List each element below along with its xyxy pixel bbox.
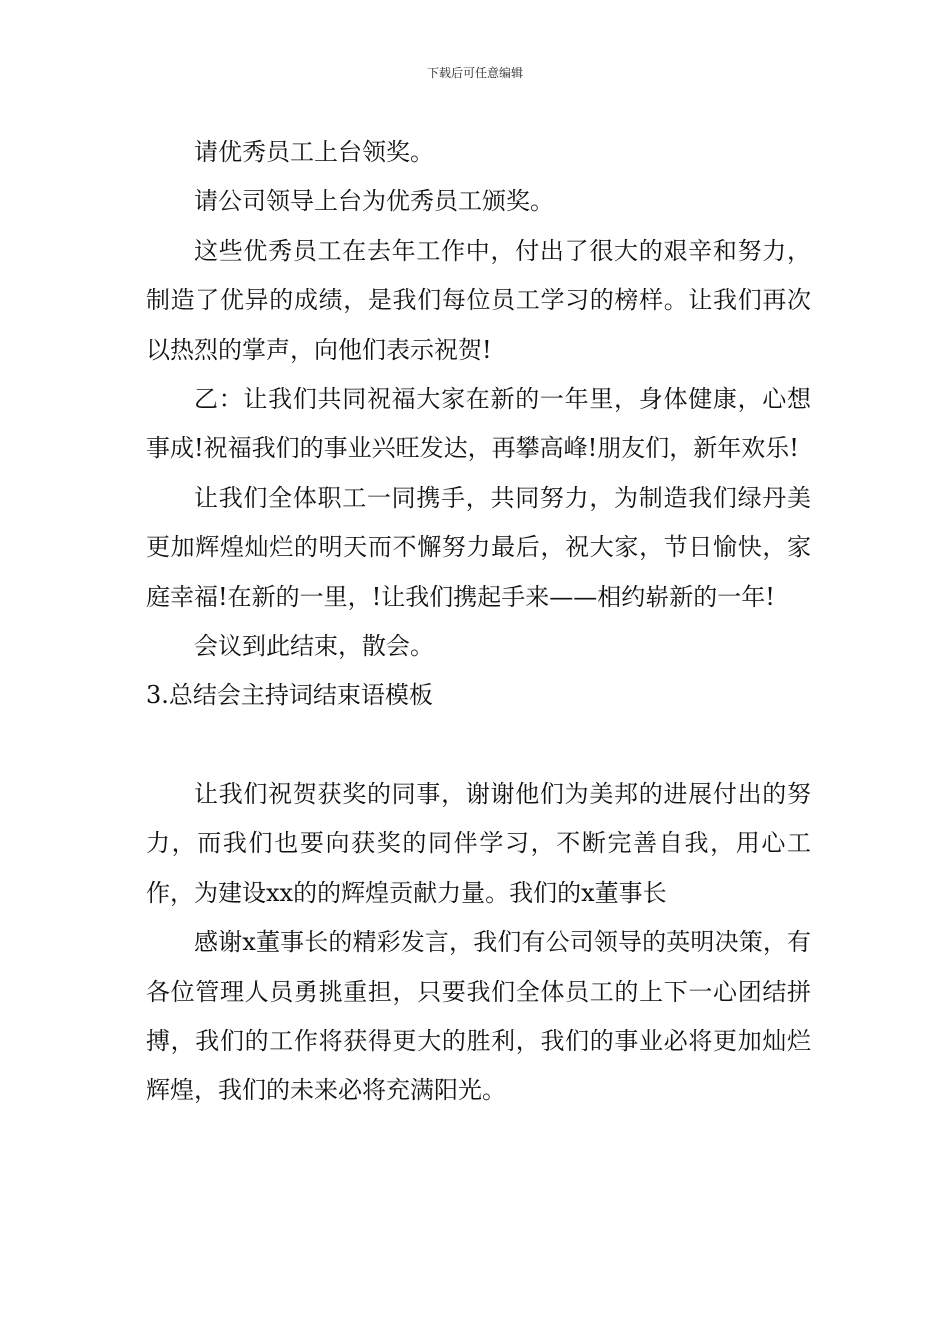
paragraph-join-hands: 让我们全体职工一同携手，共同努力，为制造我们绿丹美更加辉煌灿烂的明天而不懈努力最后，祝大家，节日愉快，家庭幸福!在新的一里，!让我们携起手来——相约崭新的一年! — [146, 483, 811, 611]
paragraph-blessing: 乙：让我们共同祝福大家在新的一年里，身体健康，心想事成!祝福我们的事业兴旺发达，再攀高峰!朋友们，新年欢乐! — [146, 385, 811, 463]
section-heading: 3.总结会主持词结束语模板 — [146, 681, 433, 710]
paragraph-meeting-end: 会议到此结束，散会。 — [194, 632, 434, 661]
document-body — [146, 128, 811, 1116]
paragraph-thanks-chairman: 感谢x董事长的精彩发言，我们有公司领导的英明决策，有各位管理人员勇挑重担，只要我们全体员工的上下一心团结拼搏，我们的工作将获得更大的胜利，我们的事业必将更加灿烂辉煌，我们的未来必将充满阳光。 — [146, 928, 811, 1105]
paragraph-award-invite: 请优秀员工上台领奖。 — [194, 138, 434, 166]
section-spacer — [146, 721, 811, 770]
paragraph-congratulate: 让我们祝贺获奖的同事，谢谢他们为美邦的进展付出的努力，而我们也要向获奖的同伴学习，不断完善自我，用心工作，为建设xx的的辉煌贡献力量。我们的x董事长 — [146, 779, 811, 907]
page-header-note: 下载后可任意编辑 — [426, 66, 523, 80]
paragraph-leader-present: 请公司领导上台为优秀员工颁奖。 — [194, 187, 554, 216]
paragraph-praise: 这些优秀员工在去年工作中，付出了很大的艰辛和努力，制造了优异的成绩，是我们每位员工学习的榜样。让我们再次以热烈的掌声，向他们表示祝贺! — [146, 236, 811, 364]
